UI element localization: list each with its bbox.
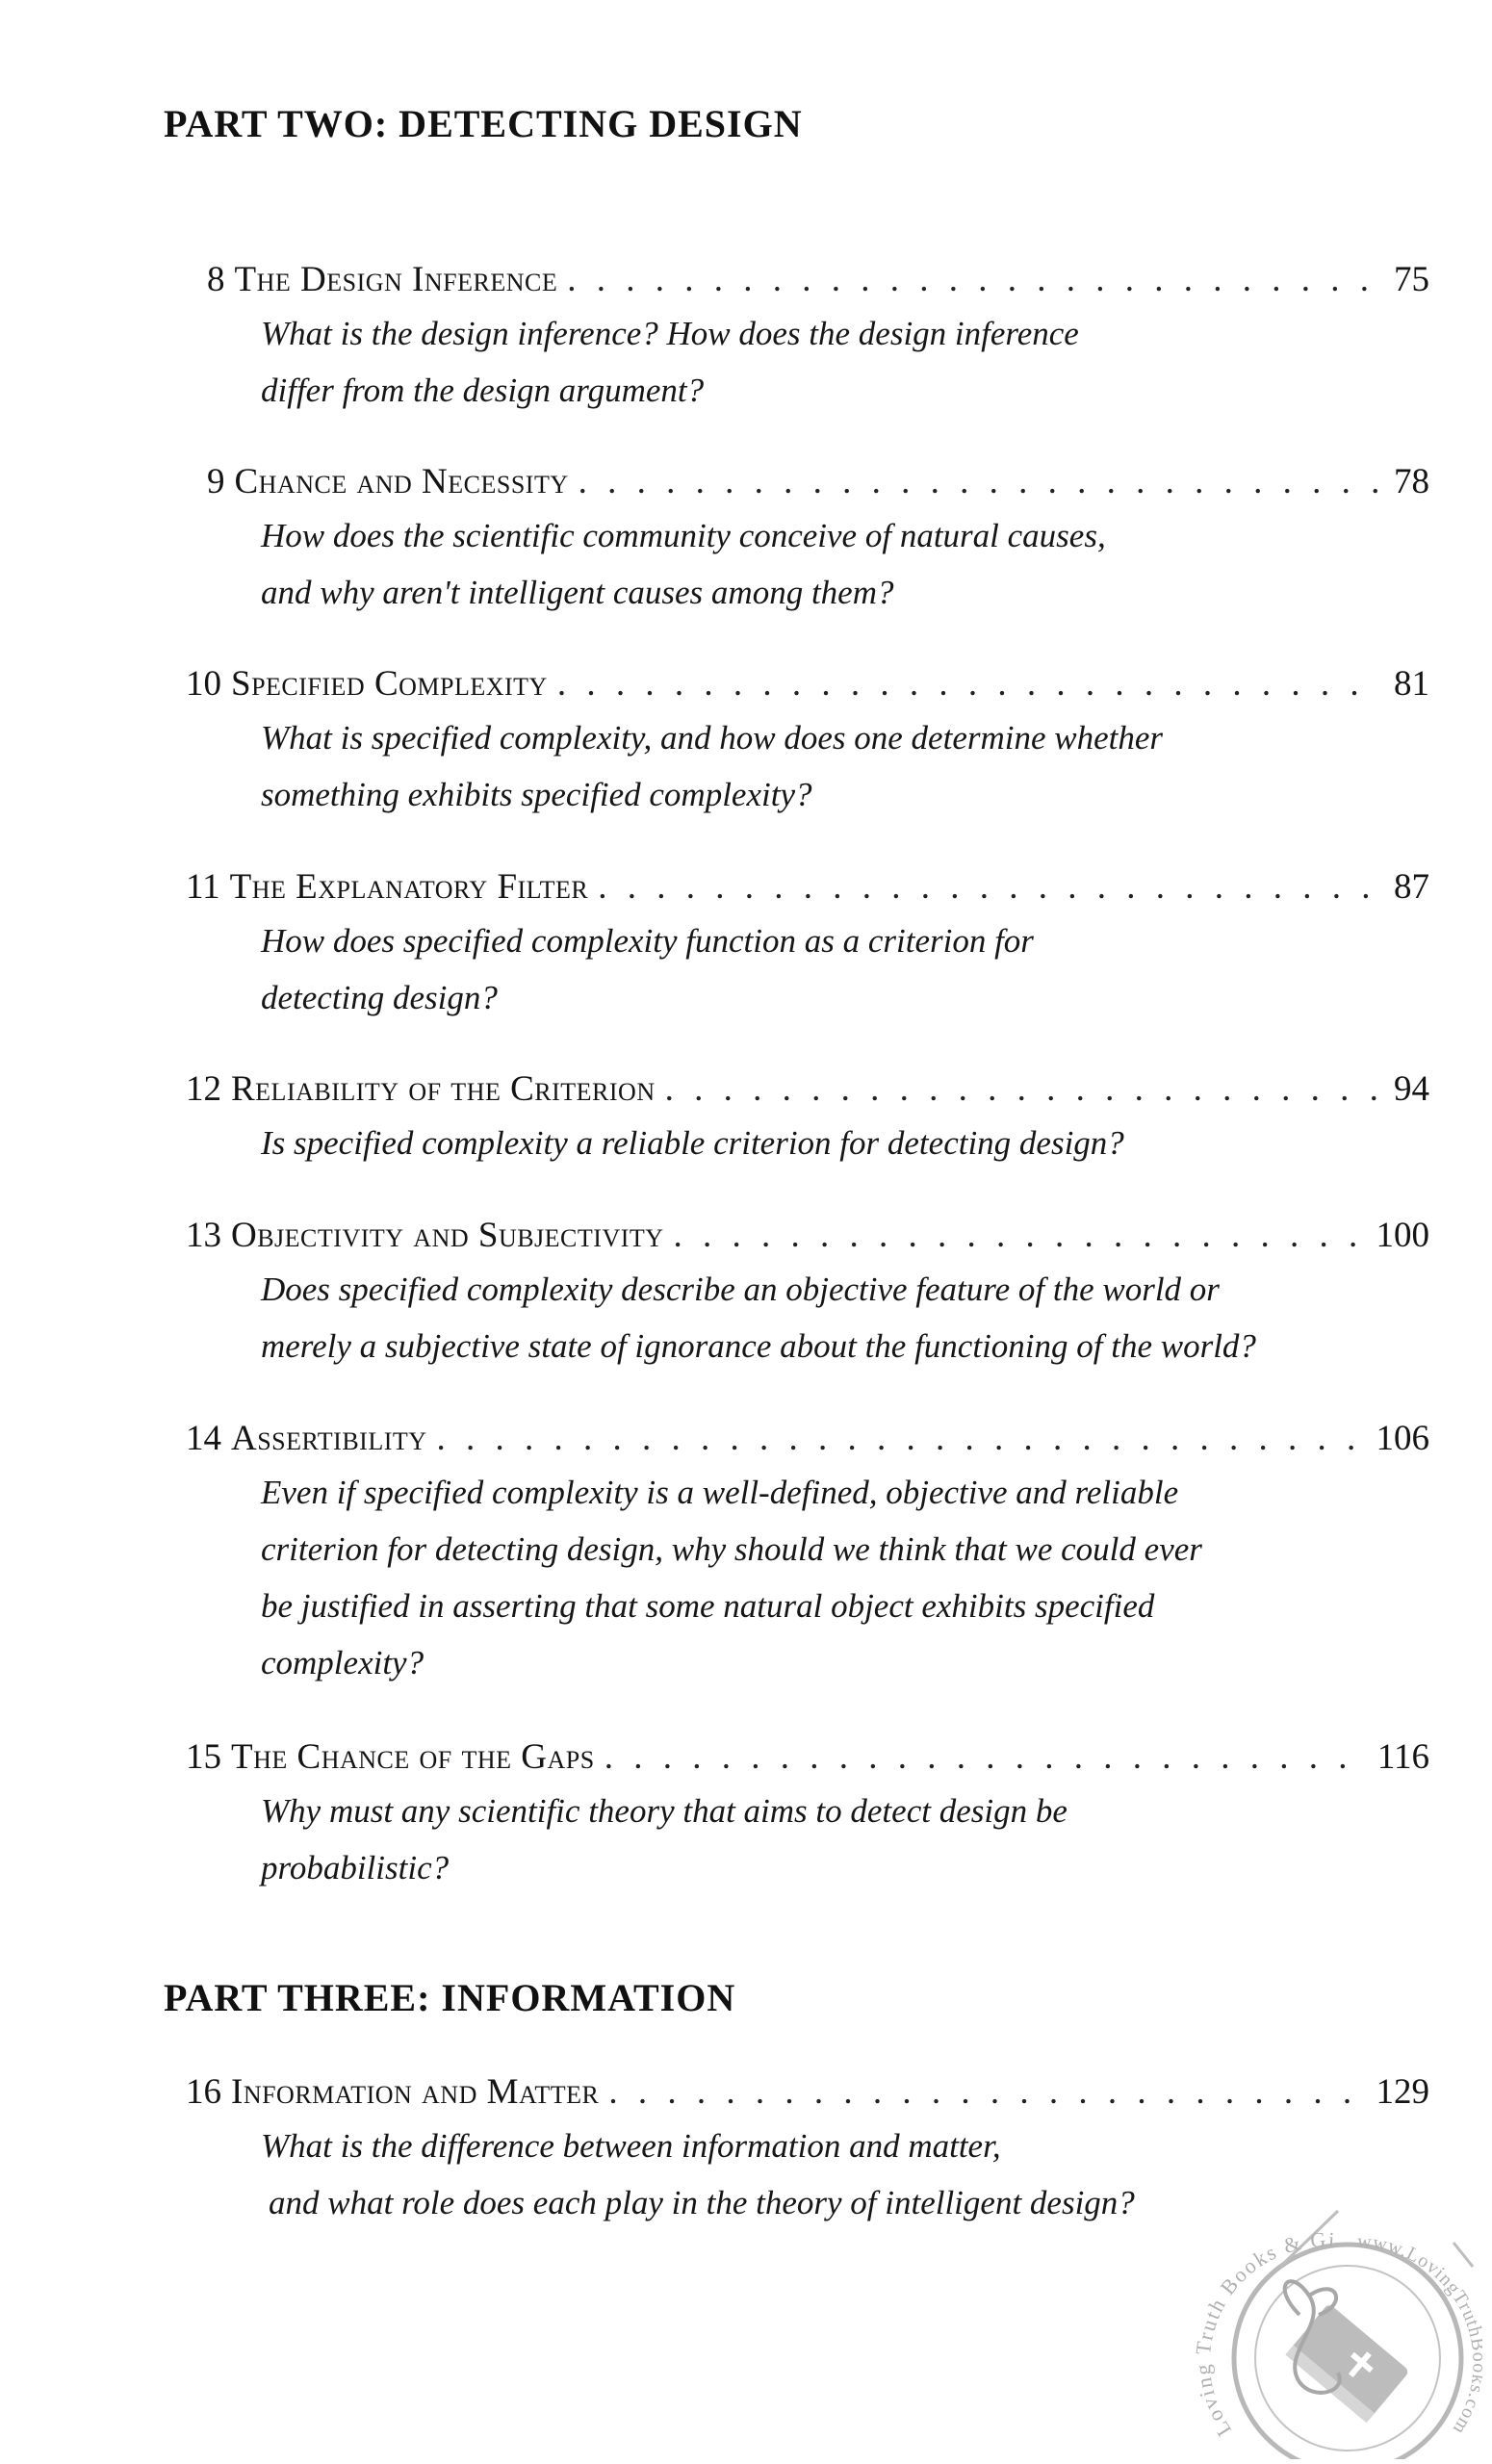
chapter-title: Chance and Necessity [234, 462, 569, 501]
toc-entry-12 [186, 1069, 1429, 1171]
dot-leader [598, 869, 1381, 905]
chapter-title: Assertibility [231, 1419, 427, 1458]
chapter-title: Specified Complexity [231, 664, 548, 704]
toc-entry-15 [186, 1737, 1429, 1896]
chapter-question: Is specified complexity a reliable criterion for detecting design? [261, 1124, 1124, 1162]
chapter-question: What is the design inference? How does the design inference differ from the design argument? [261, 315, 1079, 409]
dot-leader [674, 1218, 1367, 1253]
chapter-number: 13 [186, 1216, 221, 1255]
chapter-question: How does the scientific community conceive of natural causes, and why aren't intelligent causes among them? [261, 517, 1106, 611]
chapter-number: 16 [186, 2072, 221, 2112]
dot-leader [557, 666, 1381, 702]
page-number: 106 [1376, 1419, 1429, 1458]
part-three-heading: PART THREE: INFORMATION [164, 1976, 736, 2019]
toc-entry-16 [186, 2072, 1429, 2231]
toc-entry-8 [207, 262, 1429, 419]
page-number: 78 [1394, 462, 1429, 501]
dot-leader [605, 1739, 1368, 1775]
toc-entry-10 [186, 664, 1429, 823]
page-number: 75 [1394, 260, 1429, 299]
chapter-question: Does specified complexity describe an objective feature of the world or merely a subjective state of ignorance about the functioning of the world? [261, 1270, 1256, 1365]
dot-leader [665, 1071, 1381, 1107]
toc-entry-14 [186, 1419, 1429, 1691]
toc-entry-9 [207, 464, 1429, 621]
bible-with-ribbon-icon [1194, 2209, 1482, 2459]
dot-leader [567, 262, 1381, 297]
page-number: 100 [1376, 1216, 1429, 1255]
page-number: 87 [1394, 867, 1429, 907]
svg-text:Loving Truth Books & Gifts: Lovin ruth Books & Gi [1194, 2227, 1337, 2441]
chapter-number: 11 [186, 867, 220, 907]
page-number: 94 [1394, 1069, 1429, 1109]
chapter-title: The Design Inference [234, 260, 558, 299]
page-number: 116 [1376, 1737, 1429, 1777]
chapter-number: 9 [207, 462, 225, 501]
dot-leader [579, 464, 1381, 500]
chapter-question: Why must any scientific theory that aims to detect design be probabilistic? [261, 1792, 1068, 1886]
toc-entry-13 [186, 1216, 1429, 1374]
chapter-title: Objectivity and Subjectivity [231, 1216, 664, 1255]
dot-leader [437, 1421, 1367, 1456]
page-number: 81 [1394, 664, 1429, 704]
toc-entry-11 [186, 867, 1429, 1026]
chapter-question: Even if specified complexity is a well-defined, objective and reliable criterion for detecting design, why should we think that we could ever be justified in asserting that some natural object exhibits specified complexity? [261, 1474, 1202, 1681]
chapter-number: 8 [207, 260, 225, 299]
svg-text:www.LovingTruthBooks.com: www.LovingTrut com [1356, 2230, 1482, 2439]
page-number: 129 [1376, 2072, 1429, 2112]
chapter-number: 12 [186, 1069, 221, 1109]
chapter-question: What is specified complexity, and how does one determine whether something exhibits specified complexity? [261, 719, 1164, 813]
part-two-heading: PART TWO: DETECTING DESIGN [164, 102, 803, 145]
chapter-number: 10 [186, 664, 221, 704]
chapter-title: Information and Matter [231, 2072, 600, 2112]
dot-leader [608, 2074, 1366, 2110]
watermark-stamp [1194, 2209, 1482, 2459]
chapter-number: 14 [186, 1419, 221, 1458]
chapter-title: Reliability of the Criterion [231, 1069, 656, 1109]
chapter-title: The Chance of the Gaps [231, 1737, 595, 1777]
chapter-number: 15 [186, 1737, 221, 1777]
chapter-question: What is the difference between information and matter, and what role does each play in the theory of intelligent design? [261, 2127, 1135, 2221]
chapter-title: The Explanatory Filter [229, 867, 589, 907]
chapter-question: How does specified complexity function as a criterion for detecting design? [261, 922, 1034, 1016]
